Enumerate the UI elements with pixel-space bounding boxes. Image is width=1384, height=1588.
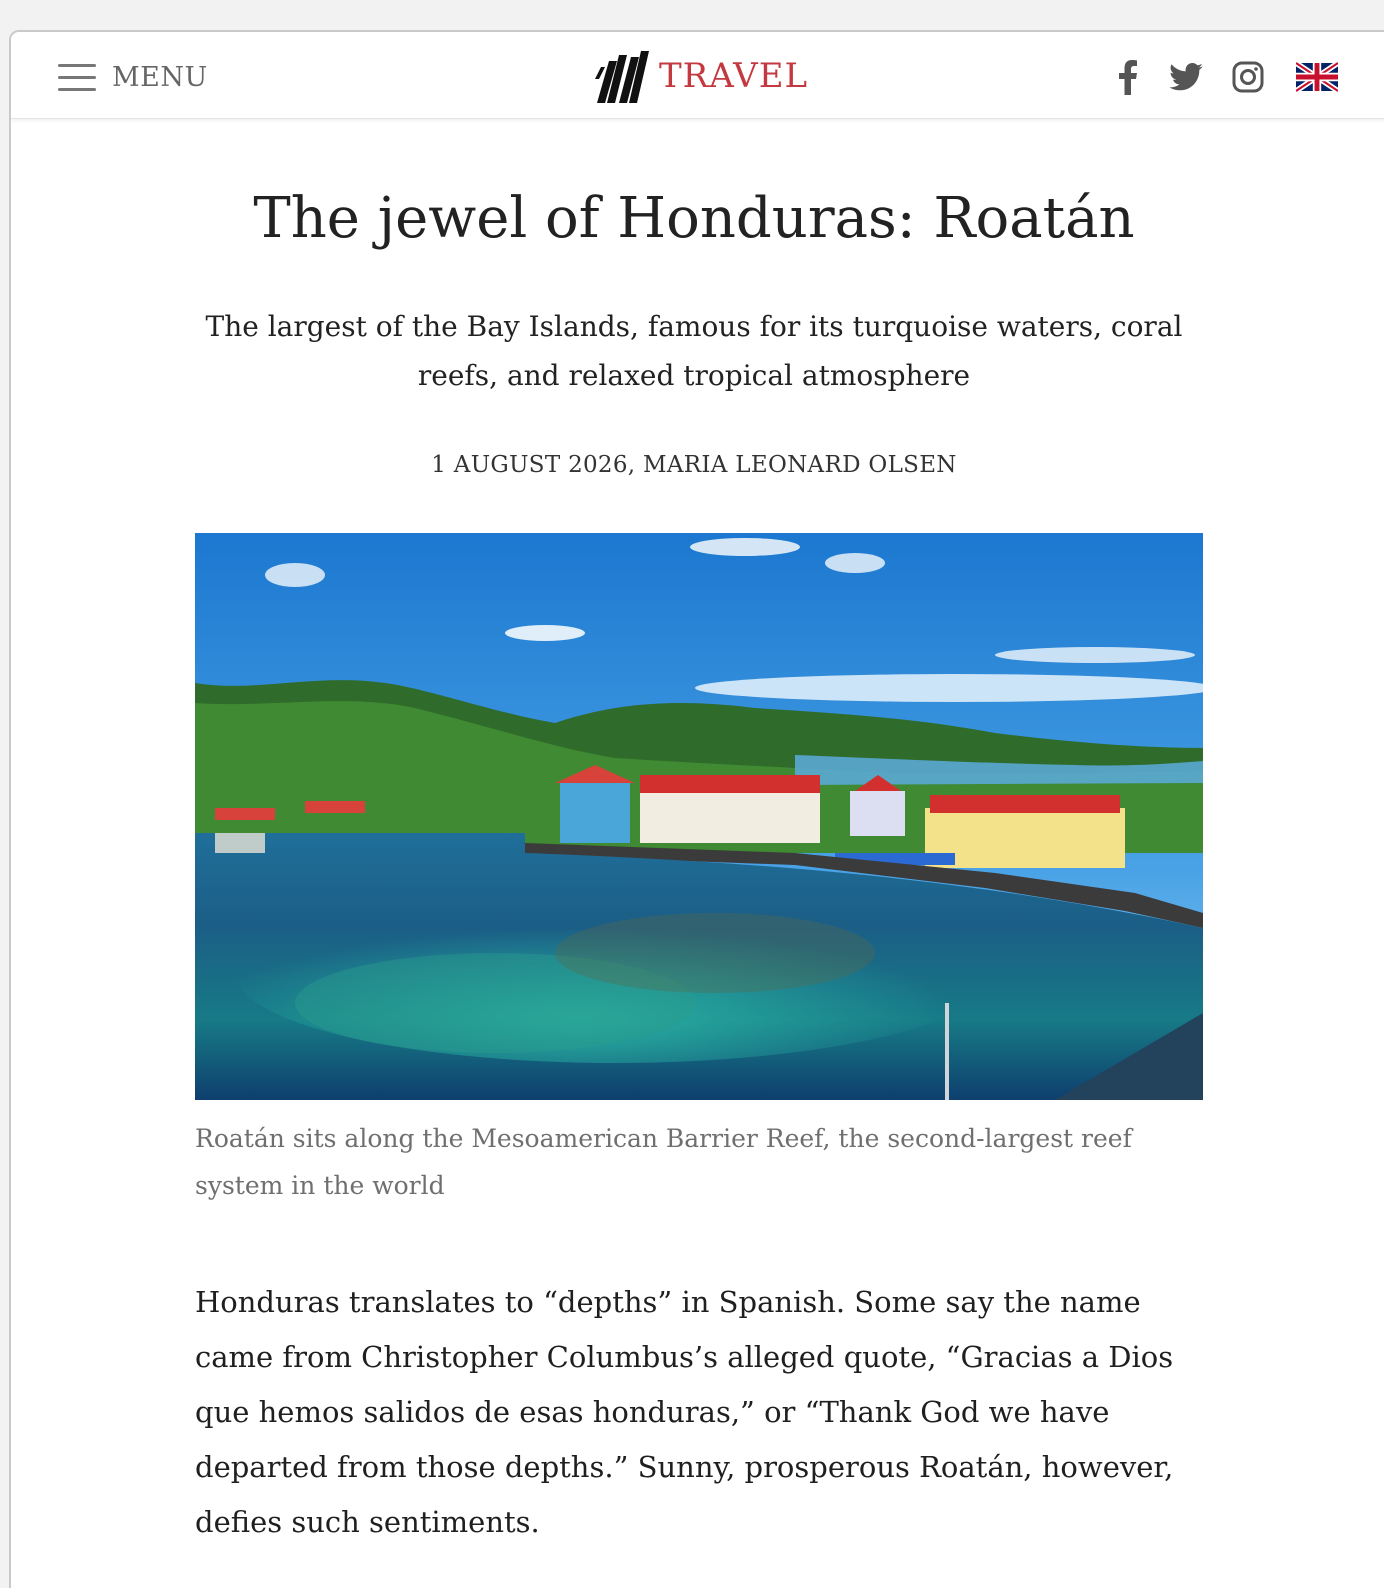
twitter-icon [1169, 63, 1203, 91]
brand-logo-icon [593, 49, 651, 103]
browser-viewport [9, 30, 1384, 1588]
language-switch[interactable] [1295, 56, 1339, 98]
section-name: TRAVEL [659, 56, 809, 96]
facebook-link[interactable] [1113, 56, 1143, 98]
brand-logo-link[interactable] [593, 46, 808, 106]
article-paragraph: Honduras translates to “depths” in Spanish. Some say the name came from Christopher Columbus’s alleged quote, “Gracias a Dios que hemos salidos de esas honduras,” or “Thank God we have departed from those depths.” Sunny, prosperous Roatán, however, defies such sentiments. [195, 1285, 1174, 1539]
article-title: The jewel of Honduras: Roatán [253, 186, 1135, 251]
menu-button[interactable] [58, 60, 208, 94]
facebook-icon [1118, 59, 1138, 95]
article-hero-image [195, 533, 1203, 1100]
twitter-link[interactable] [1166, 56, 1206, 98]
image-caption: Roatán sits along the Mesoamerican Barrier Reef, the second-largest reef system in the world [195, 1124, 1132, 1200]
uk-flag-icon [1296, 61, 1338, 93]
instagram-icon [1232, 61, 1264, 93]
instagram-link[interactable] [1231, 56, 1265, 98]
article-subtitle: The largest of the Bay Islands, famous for its turquoise waters, coral reefs, and relaxed tropical atmosphere [205, 310, 1183, 392]
site-header [11, 32, 1384, 119]
article-byline: 1 AUGUST 2026, MARIA LEONARD OLSEN [431, 452, 957, 478]
hamburger-icon [58, 63, 96, 91]
menu-label: MENU [112, 61, 208, 93]
